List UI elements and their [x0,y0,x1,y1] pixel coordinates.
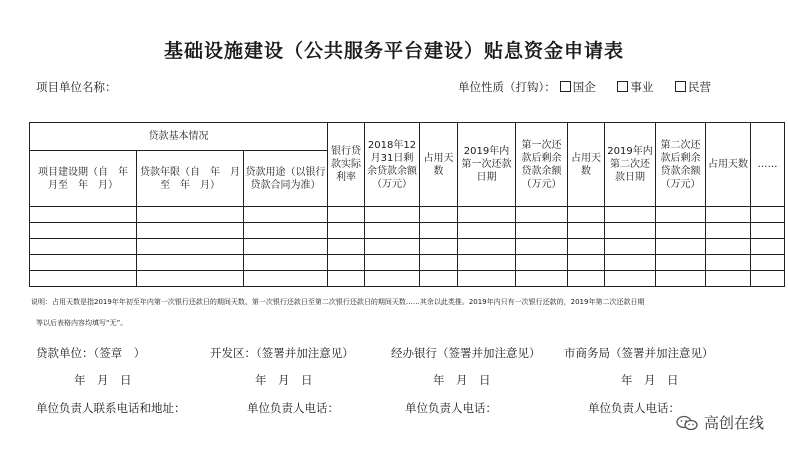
table-cell[interactable] [30,271,137,287]
table-cell[interactable] [328,239,365,255]
wechat-icon [676,415,698,431]
table-cell[interactable] [751,239,785,255]
table-row [30,271,785,287]
sub-header: 项目建设期（自 年 月至 年 月） [30,151,137,207]
table-cell[interactable] [656,223,706,239]
table-cell[interactable] [420,223,458,239]
date-commerce-bureau: 年 月 日 [621,373,679,387]
col-header: 2018年12月31日剩余贷款余额（万元） [365,123,420,207]
table-cell[interactable] [365,255,420,271]
table-cell[interactable] [605,255,656,271]
checkbox-public-institution[interactable] [617,81,628,92]
table-cell[interactable] [420,207,458,223]
col-header: 银行贷款实际利率 [328,123,365,207]
table-cell[interactable] [516,239,568,255]
table-cell[interactable] [751,223,785,239]
form-title: 基础设施建设（公共服务平台建设）贴息资金申请表 [163,40,624,62]
table-cell[interactable] [137,271,244,287]
table-cell[interactable] [568,255,605,271]
table-cell[interactable] [751,207,785,223]
option-state-owned: 国企 [572,80,596,94]
table-cell[interactable] [706,255,751,271]
col-header: 2019年内第一次还款日期 [458,123,516,207]
table-cell[interactable] [420,271,458,287]
table-cell[interactable] [365,207,420,223]
table-cell[interactable] [568,223,605,239]
table-cell[interactable] [420,255,458,271]
sig-handling-bank: 经办银行（签署并加注意见） [391,346,541,360]
col-header: 占用天数 [420,123,458,207]
table-cell[interactable] [706,239,751,255]
sig-development-zone: 开发区：（签署并加注意见） [210,346,354,360]
col-header: 占用天数 [706,123,751,207]
contact-commerce-bureau: 单位负责人电话： [588,401,680,415]
table-cell[interactable] [458,255,516,271]
table-cell[interactable] [30,223,137,239]
contact-loan-unit: 单位负责人联系电话和地址： [36,401,186,415]
table-cell[interactable] [706,207,751,223]
table-cell[interactable] [516,255,568,271]
table-cell[interactable] [30,239,137,255]
table-cell[interactable] [244,271,328,287]
table-cell[interactable] [244,207,328,223]
col-header: 占用天数 [568,123,605,207]
table-cell[interactable] [568,239,605,255]
table-row [30,207,785,223]
table-cell[interactable] [605,239,656,255]
table-cell[interactable] [30,207,137,223]
table-cell[interactable] [244,255,328,271]
group-header: 贷款基本情况 [30,123,328,151]
loan-table [29,122,785,287]
date-development-zone: 年 月 日 [255,373,313,387]
col-header: 第一次还款后剩余贷款余额（万元） [516,123,568,207]
table-cell[interactable] [137,207,244,223]
table-cell[interactable] [751,271,785,287]
table-cell[interactable] [137,239,244,255]
watermark-text: 高创在线 [703,414,764,432]
table-cell[interactable] [365,223,420,239]
checkbox-private[interactable] [675,81,686,92]
sig-commerce-bureau: 市商务局（签署并加注意见） [564,346,714,360]
table-cell[interactable] [458,223,516,239]
option-public-institution: 事业 [630,80,654,94]
col-header: 2019年内第二次还款日期 [605,123,656,207]
table-cell[interactable] [751,255,785,271]
contact-development-zone: 单位负责人电话： [247,401,339,415]
watermark [676,412,764,433]
table-cell[interactable] [244,239,328,255]
table-cell[interactable] [516,271,568,287]
table-cell[interactable] [656,239,706,255]
table-row [30,223,785,239]
table-cell[interactable] [420,239,458,255]
sig-loan-unit: 贷款单位：（签章 ） [36,346,146,360]
option-private: 民营 [688,80,712,94]
table-cell[interactable] [458,239,516,255]
table-cell[interactable] [568,271,605,287]
date-handling-bank: 年 月 日 [433,373,491,387]
table-cell[interactable] [568,207,605,223]
col-header: 第二次还款后剩余贷款余额（万元） [656,123,706,207]
sub-header: 贷款年限（自 年 月至 年 月） [137,151,244,207]
sub-header: 贷款用途（以银行贷款合同为准） [244,151,328,207]
table-cell[interactable] [365,239,420,255]
table-cell[interactable] [365,271,420,287]
table-cell[interactable] [516,207,568,223]
note-line-2: 等以后表格内容均填写“无”。 [36,319,128,327]
table-cell[interactable] [328,223,365,239]
table-cell[interactable] [328,207,365,223]
table-row [30,255,785,271]
table-cell[interactable] [328,255,365,271]
project-unit-label: 项目单位名称： [36,80,117,94]
note-line-1: 说明：占用天数是指2019年年初至年内第一次银行还款日的期间天数、第一次银行还款日至第二次银行还款日的期间天数……其余以此类推。2019年内只有一次银行还款的，2019年第二次还款日期 [31,298,645,306]
checkbox-state-owned[interactable] [560,81,571,92]
date-loan-unit: 年 月 日 [74,373,132,387]
table-cell[interactable] [30,255,137,271]
table-cell[interactable] [656,207,706,223]
table-cell[interactable] [605,271,656,287]
table-cell[interactable] [244,223,328,239]
table-cell[interactable] [605,207,656,223]
table-cell[interactable] [605,223,656,239]
unit-nature-label: 单位性质（打钩）： [458,80,556,94]
contact-handling-bank: 单位负责人电话： [405,401,497,415]
table-cell[interactable] [706,271,751,287]
col-header: …… [751,123,785,207]
table-cell[interactable] [458,207,516,223]
table-row [30,239,785,255]
table-cell[interactable] [656,255,706,271]
table-cell[interactable] [458,271,516,287]
table-cell[interactable] [656,271,706,287]
table-cell[interactable] [137,223,244,239]
table-cell[interactable] [328,271,365,287]
table-cell[interactable] [516,223,568,239]
table-cell[interactable] [137,255,244,271]
unit-nature [458,79,711,95]
table-cell[interactable] [706,223,751,239]
